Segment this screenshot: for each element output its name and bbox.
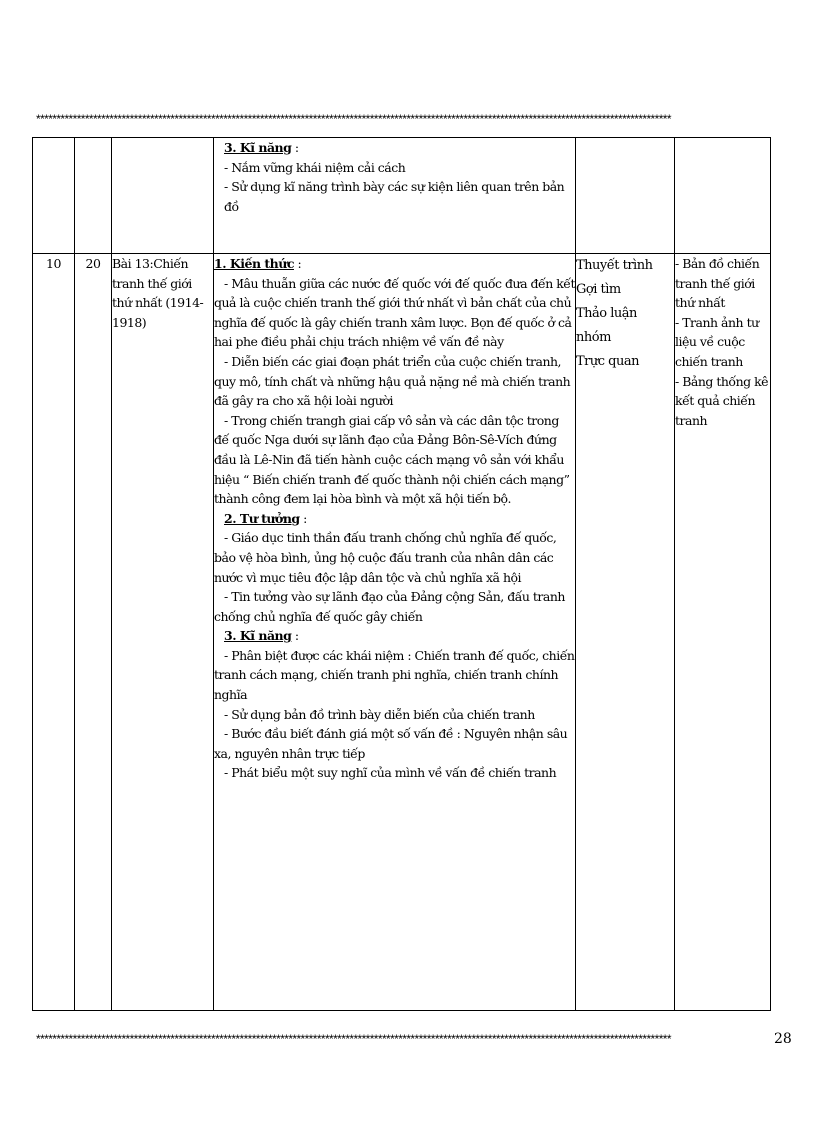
skill-item: - Phân biệt được các khái niệm : Chiến tranh đế quốc, chiến tranh cách mạng, chiến tranh phi nghĩa, chiến tranh chính nghĩa [214, 647, 575, 703]
material-item: - Bảng thống kê kết quả chiến tranh [675, 373, 769, 428]
period-cell: 20 [75, 254, 112, 1011]
method-item: Gợi tìm [576, 282, 621, 297]
methods-cell [576, 138, 675, 254]
method-item: Thảo luận nhóm [576, 306, 637, 345]
knowledge-heading: 1. Kiến thức [214, 256, 294, 271]
skill-item: - Sử dụng kĩ năng trình bày các sự kiện liên quan trên bản đồ [224, 179, 565, 214]
content-cell: 3. Kĩ năng : - Nắm vững khái niệm cải cách - Sử dụng kĩ năng trình bày các sự kiện liên quan trên bản đồ [214, 138, 576, 254]
method-item: Trực quan [576, 354, 639, 369]
skill-item: - Sử dụng bản đồ trình bày diễn biến của chiến tranh [224, 706, 535, 722]
attitude-item: - Giáo dục tinh thần đấu tranh chống chủ nghĩa đế quốc, bảo vệ hòa bình, ủng hộ cuộc đấu tranh của nhân dân các nước vì mục tiêu độc lập dân tộc và chủ nghĩa xã hội [214, 530, 557, 585]
period-cell [75, 138, 112, 254]
method-item: Thuyết trình [576, 258, 653, 273]
page-number: 28 [774, 1031, 792, 1047]
week-cell [33, 138, 75, 254]
attitude-item: - Tin tưởng vào sự lãnh đạo của Đảng cộng Sản, đấu tranh chống chủ nghĩa đế quốc gây chiến [214, 589, 565, 624]
lesson-title: Bài 13:Chiến tranh thế giới thứ nhất (1914-1918) [112, 254, 214, 1011]
skills-heading: 3. Kĩ năng [224, 140, 292, 155]
materials-cell [675, 138, 771, 254]
material-item: - Bản đồ chiến tranh thế giới thứ nhất [675, 256, 760, 311]
table-row [33, 138, 771, 254]
knowledge-item: - Mâu thuẫn giữa các nước đế quốc với đế quốc đưa đến kết quả là cuộc chiến tranh thế giới thứ nhất vì bản chất của chủ nghĩa đế quốc là gây chiến tranh xâm lược. Bọn đế quốc ở cả hai phe điều phải chịu trách nhiệm về vấn đề này [214, 275, 576, 350]
knowledge-item: - Trong chiến trangh giai cấp vô sản và các dân tộc trong đế quốc Nga dưới sự lãnh đạo của Đảng Bôn-Sê-Vích đứng đầu là Lê-Nin đã tiến hành cuộc cách mạng vô sản với khẩu hiệu “ Biến chiến tranh đế quốc thành nội chiến cách mạng” thành công đem lại hòa bình và một xã hội tiến bộ. [214, 412, 570, 507]
attitude-heading: 2. Tư tưởng [224, 510, 300, 526]
skill-item: - Phát biểu một suy nghĩ của mình về vấn đề chiến tranh [224, 765, 557, 781]
skills-heading: 3. Kĩ năng [224, 628, 292, 644]
lesson-plan-table [32, 137, 771, 1011]
skill-item: - Bước đầu biết đánh giá một số vấn đề : Nguyên nhận sâu xa, nguyên nhân trực tiếp [214, 726, 568, 761]
lesson-cell [112, 138, 214, 254]
top-separator: ************************************************************************************************************************************************************ [36, 112, 671, 126]
methods-cell [576, 254, 675, 1011]
materials-cell [675, 254, 771, 1011]
week-cell: 10 [33, 254, 75, 1011]
material-item: - Tranh ảnh tư liệu về cuộc chiến tranh [675, 314, 759, 369]
table-row [33, 254, 771, 1011]
bottom-separator: ************************************************************************************************************************************************************ [36, 1032, 671, 1046]
knowledge-item: - Diễn biến các giai đoạn phát triển của cuộc chiến tranh, quy mô, tính chất và những hậu quả nặng nề mà chiến tranh đã gây ra cho xã hội loài người [214, 353, 571, 409]
content-cell: 1. Kiến thức : - Mâu thuẫn giữa các nước đế quốc với đế quốc đưa đến kết quả là cuộc chiến tranh thế giới thứ nhất vì bản chất của chủ nghĩa đế quốc là gây chiến tranh xâm lược. Bọn đế quốc ở cả hai phe điều phải chịu trách nhiệm về vấn đề này - Diễn biến các giai đoạn phát triển của cuộc chiến tranh, quy mô, tính chất và những hậu quả nặng nề mà chiến tranh đã gây ra cho xã hội loài người - Trong chiến trangh giai cấp vô sản và các dân tộc trong đế quốc Nga dưới sự lãnh đạo của Đảng Bôn-Sê-Vích đứng đầu là Lê-Nin đã tiến hành cuộc cách mạng vô sản với khẩu hiệu “ Biến chiến tranh đế quốc thành nội chiến cách mạng” thành công đem lại hòa bình và một xã hội tiến bộ. 2. Tư tưởng : - Giáo dục tinh thần đấu tranh chống chủ nghĩa đế quốc, bảo vệ hòa bình, ủng hộ cuộc đấu tranh của nhân dân các nước vì mục tiêu độc lập dân tộc và chủ nghĩa xã hội - Tin tưởng vào sự lãnh đạo của Đảng cộng Sản, đấu tranh chống chủ nghĩa đế quốc gây chiến 3. Kĩ năng : - Phân biệt được các khái niệm : Chiến tranh đế quốc, chiến tranh cách mạng, chiến tranh phi nghĩa, chiến tranh chính nghĩa - Sử dụng bản đồ trình bày diễn biến của chiến tranh - Bước đầu biết đánh giá một số vấn đề : Nguyên nhận sâu xa, nguyên nhân trực tiếp - Phát biểu một suy nghĩ của mình về vấn đề chiến tranh [214, 254, 576, 1011]
skill-item: - Nắm vững khái niệm cải cách [224, 159, 406, 175]
